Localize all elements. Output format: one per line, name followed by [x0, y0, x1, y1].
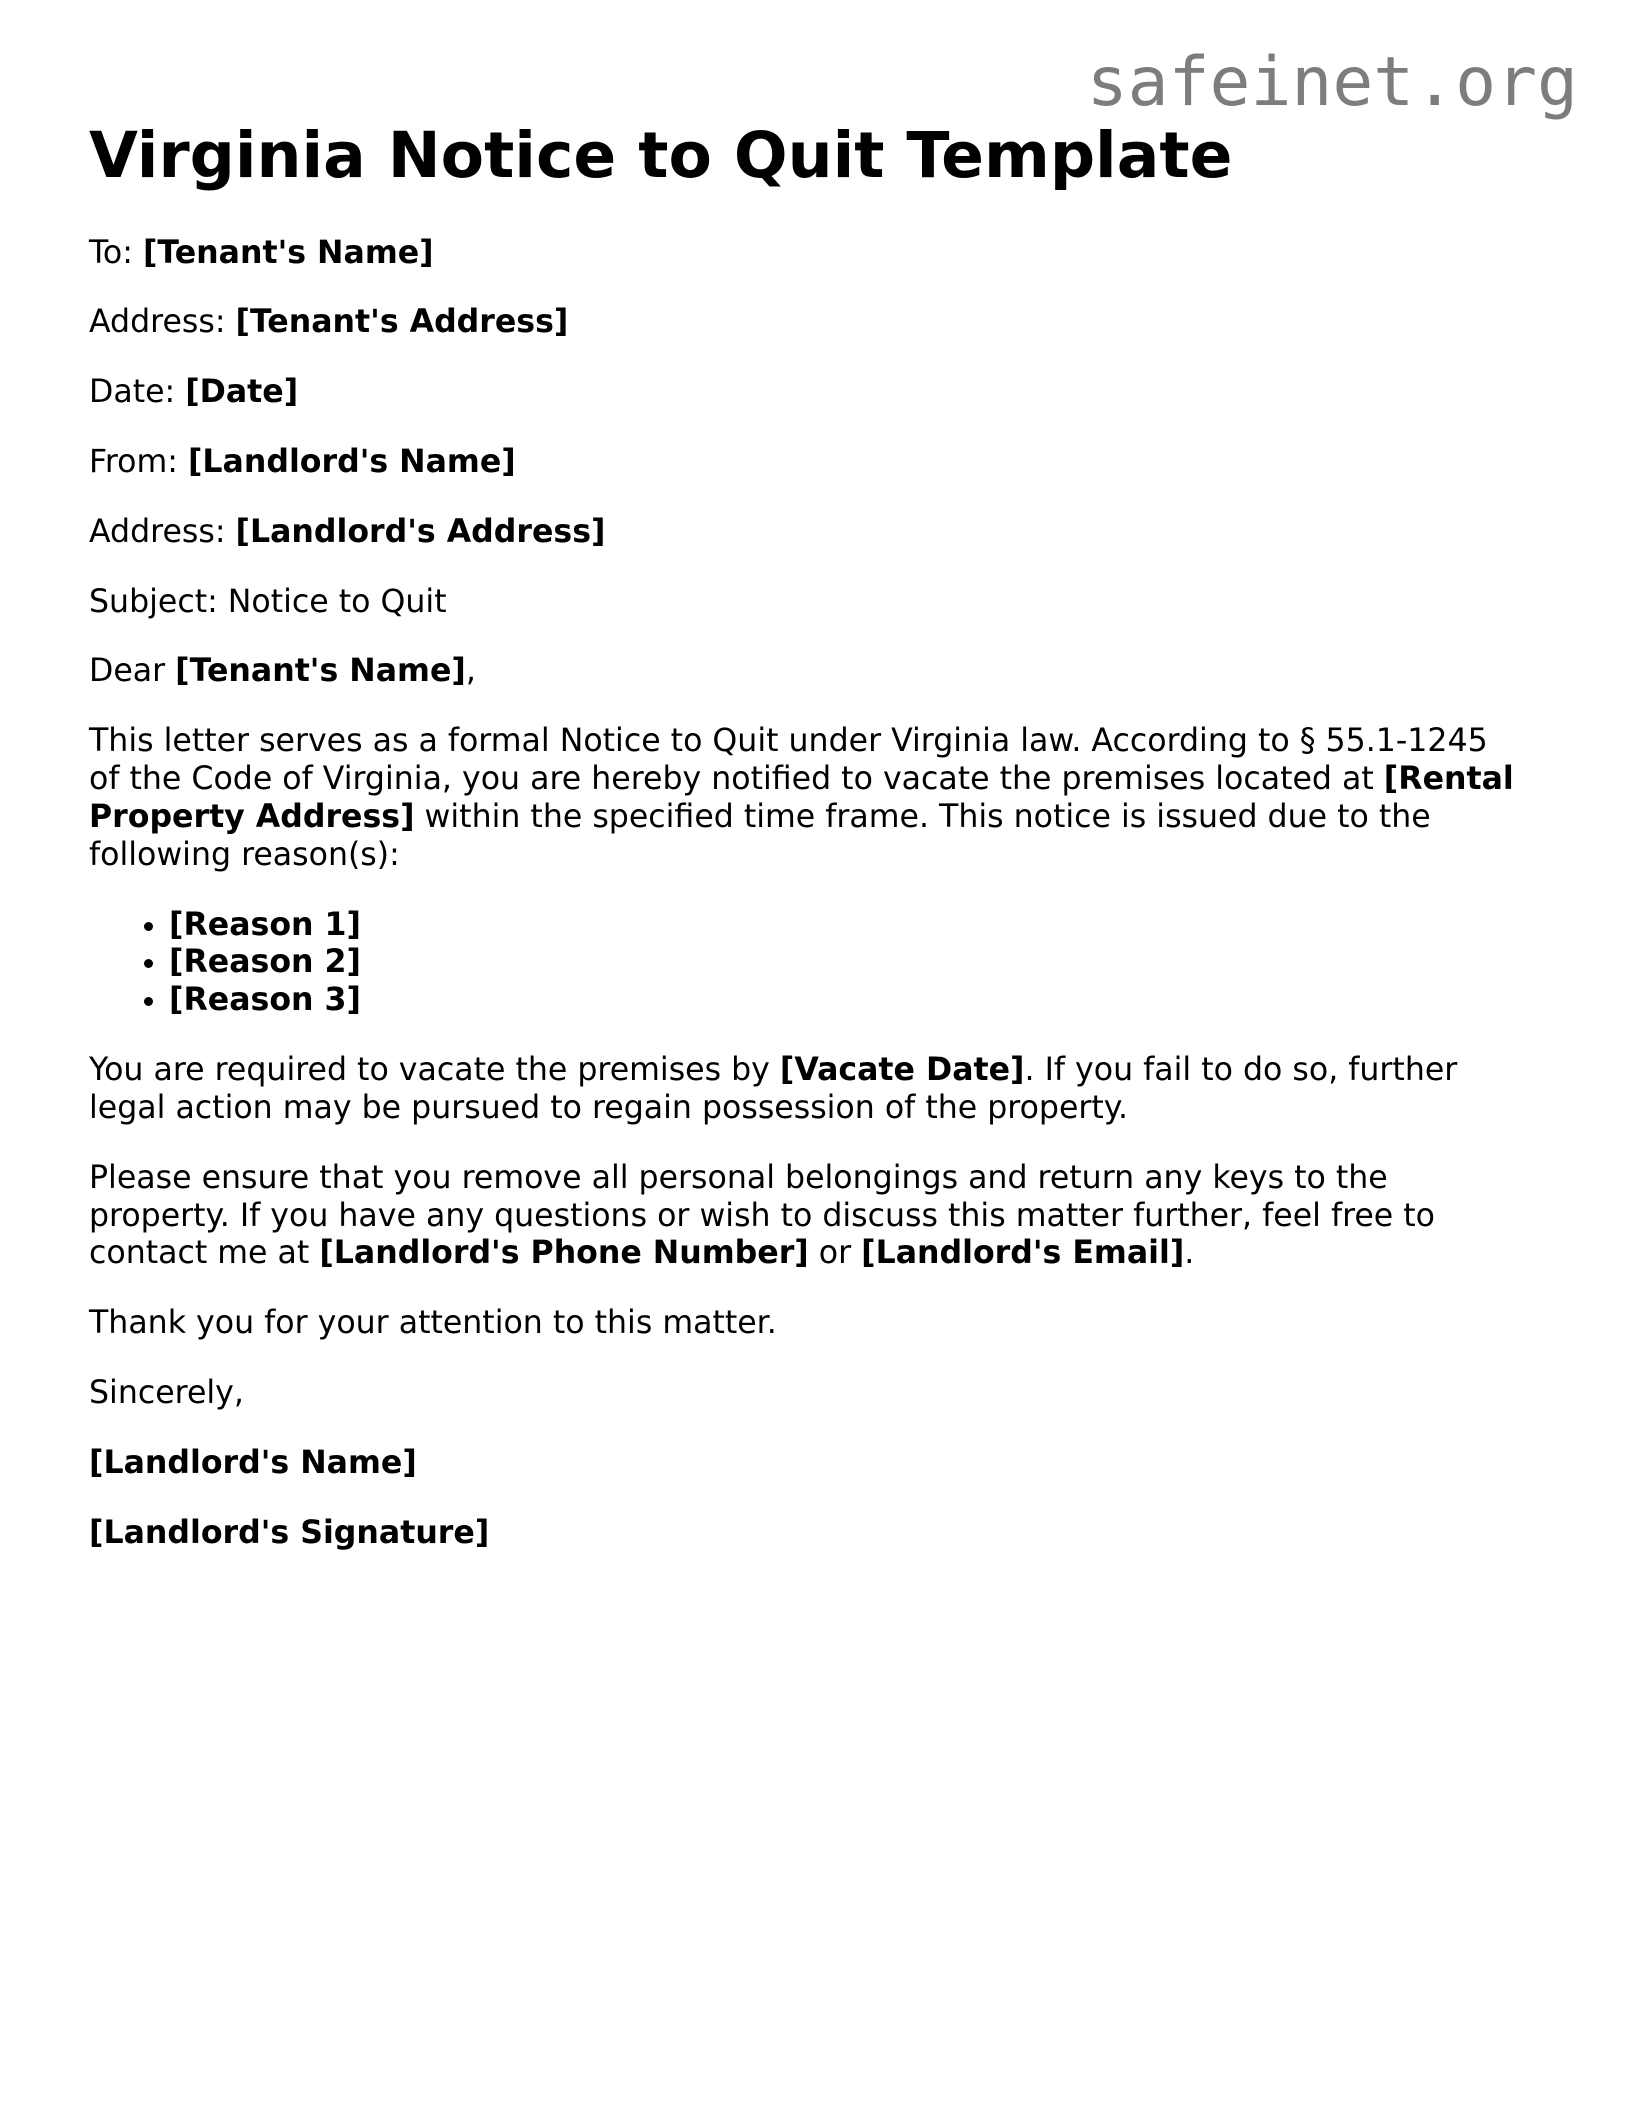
reason-item	[169, 907, 1589, 945]
contact-text-after: .	[1184, 1235, 1195, 1272]
contact-text-2: property. If you have any questions or wish to discuss this matter further, feel free to	[89, 1197, 1436, 1234]
reasons-list	[89, 907, 1589, 1021]
tenant-address-line	[89, 304, 1589, 342]
intro-opening: This letter serves as a formal Notice to Quit under Virginia law. According to § 55.1-1245	[89, 723, 1488, 760]
contact-text-middle: or	[808, 1235, 862, 1272]
thanks-line: Thank you for your attention to this matter.	[89, 1305, 777, 1342]
reason-placeholder: [Reason 1]	[169, 906, 361, 943]
reason-item	[169, 982, 1589, 1020]
date-line	[89, 374, 1589, 412]
vacate-date-placeholder: [Vacate Date]	[779, 1052, 1025, 1089]
subject-line: Subject: Notice to Quit	[89, 583, 447, 620]
letter-body	[89, 118, 1589, 1585]
greeting-line	[89, 653, 1589, 691]
contact-paragraph	[89, 1160, 1589, 1274]
landlord-phone-placeholder: [Landlord's Phone Number]	[319, 1235, 809, 1272]
recipient-line	[89, 235, 1589, 273]
landlord-address-line	[89, 514, 1589, 552]
intro-text-before-property: of the Code of Virginia, you are hereby notified to vacate the premises located at	[89, 761, 1384, 798]
vacate-paragraph	[89, 1052, 1589, 1128]
closing-line: Sincerely,	[89, 1375, 244, 1411]
document-title: Virginia Notice to Quit Template	[89, 117, 1233, 192]
tenant-address-placeholder: [Tenant's Address]	[235, 304, 569, 341]
greeting-prefix: Dear	[89, 653, 176, 690]
reason-placeholder: [Reason 2]	[169, 944, 361, 981]
reason-placeholder: [Reason 3]	[169, 982, 361, 1019]
vacate-text-after-2: legal action may be pursued to regain possession of the property.	[89, 1089, 1128, 1126]
contact-text-1: Please ensure that you remove all personal belongings and return any keys to the	[89, 1159, 1388, 1196]
landlord-address-placeholder: [Landlord's Address]	[235, 513, 606, 550]
signature-name-line	[89, 1445, 1589, 1483]
greeting-suffix: ,	[465, 653, 476, 690]
recipient-label: To:	[89, 234, 143, 271]
greeting-tenant-name: [Tenant's Name]	[175, 653, 466, 690]
tenant-name-placeholder: [Tenant's Name]	[142, 234, 434, 271]
vacate-text-after-1: . If you fail to do so, further	[1024, 1052, 1458, 1089]
landlord-email-placeholder: [Landlord's Email]	[861, 1235, 1185, 1272]
intro-text-after-property: within the specified time frame. This notice is issued due to the	[414, 798, 1431, 835]
date-label: Date:	[89, 374, 186, 411]
vacate-text-before: You are required to vacate the premises by	[89, 1052, 780, 1089]
landlord-address-label: Address:	[89, 513, 236, 550]
date-placeholder: [Date]	[185, 374, 299, 411]
signature-landlord-name: [Landlord's Name]	[89, 1444, 417, 1481]
rental-property-placeholder: [Rental Property Address]	[89, 761, 1514, 835]
contact-text-before: contact me at	[89, 1235, 320, 1272]
intro-closing-text: following reason(s):	[89, 836, 400, 873]
signature-landlord-signature: [Landlord's Signature]	[89, 1514, 490, 1551]
landlord-name-placeholder: [Landlord's Name]	[187, 444, 516, 481]
signature-line	[89, 1515, 1589, 1553]
watermark-text: safeinet.org	[1086, 43, 1578, 122]
tenant-address-label: Address:	[89, 304, 236, 341]
reason-item	[169, 944, 1589, 982]
sender-label: From:	[89, 444, 188, 481]
sender-line	[89, 444, 1589, 482]
intro-paragraph	[89, 723, 1589, 874]
